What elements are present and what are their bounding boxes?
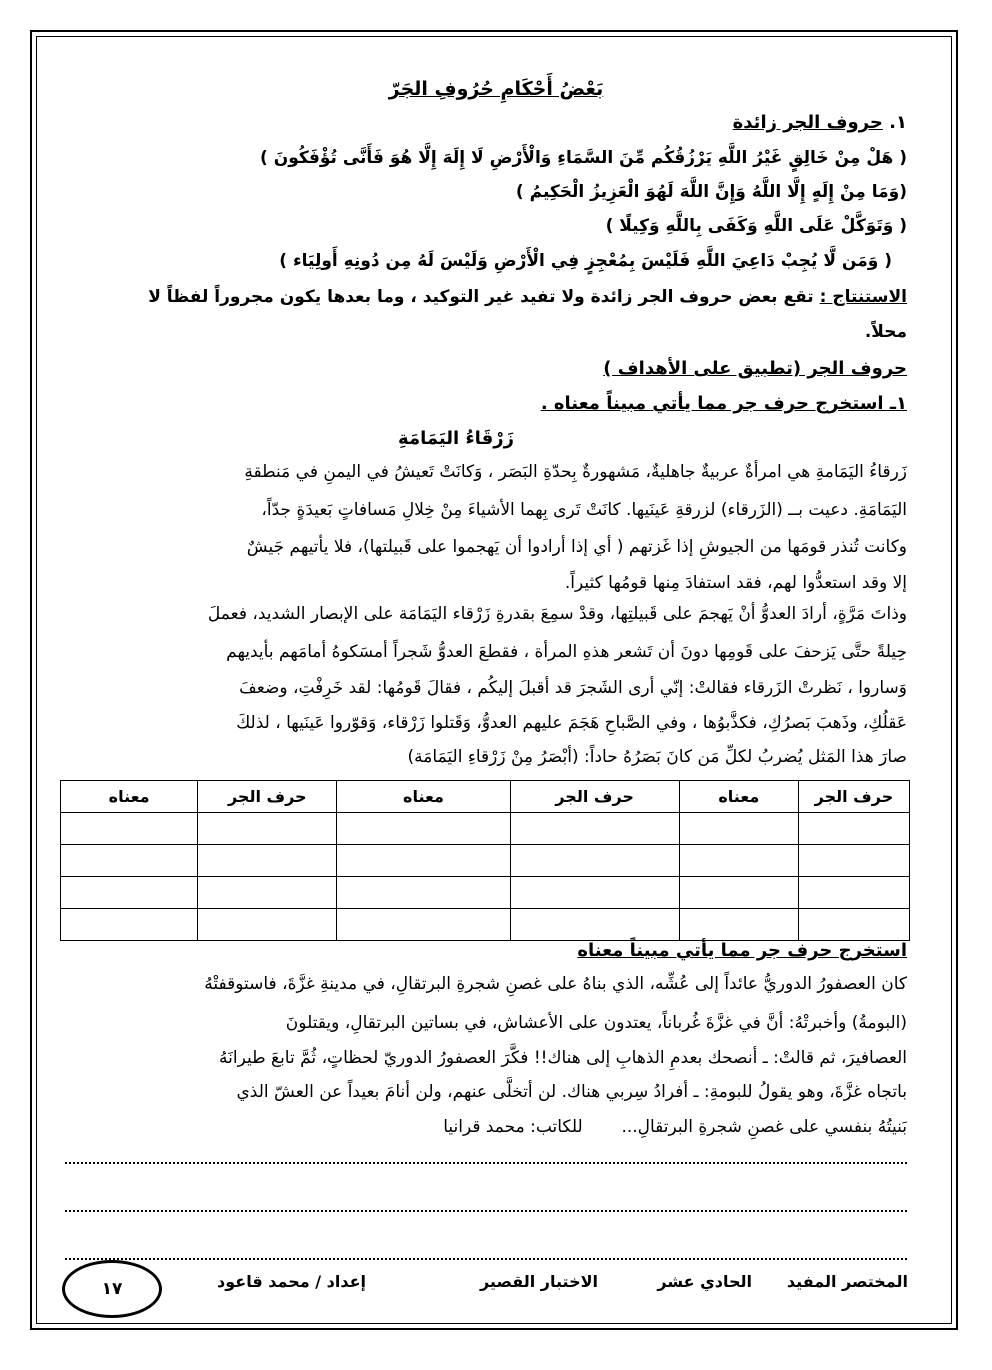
story2-line: (البومةُ) وأخبرتْهُ: أنَّ في غزَّةَ غُرباناً، يعتدون على الأعشاش، في بساتين البرتقالِ، ويقتلونَ (285, 1013, 907, 1033)
table-cell[interactable] (798, 813, 909, 845)
table-cell[interactable] (510, 845, 679, 877)
section1-number: ١. (889, 112, 907, 133)
footer-prepared-by: إعداد / محمد قاعود (217, 1272, 366, 1291)
conclusion-text: تقع بعض حروف الجر زائدة ولا تفيد غير التوكيد ، وما بعدها يكون مجروراً لفظاً لا (148, 287, 814, 307)
conclusion-line-2: محلاً. (864, 322, 907, 342)
table-header-cell: حرف الجر (510, 781, 679, 813)
table-header-cell: حرف الجر (198, 781, 337, 813)
table-cell[interactable] (679, 909, 798, 941)
table-cell[interactable] (510, 813, 679, 845)
verse-2: (وَمَا مِنْ إِلَهٍ إِلَّا اللَّهُ وَإِنَّ اللَّهَ لَهُوَ الْعَزِيزُ الْحَكِيمُ ) (515, 182, 907, 202)
story2-line (443, 1117, 907, 1137)
story-line: زَرقاءُ اليَمَامةِ هي امرأةٌ عربيةٌ جاهليةٌ، مَشهورةٌ بِحدّةِ البَصَر ، وَكانَتْ تَعيشُ في اليمنِ في مَنطقةِ (244, 462, 907, 482)
table-cell[interactable] (798, 909, 909, 941)
table-cell[interactable] (61, 877, 198, 909)
story2-line: كان العصفورُ الدوريُّ عائداً إلى عُشِّه، الذي بناهُ على غصنِ شجرةِ البرتقالِ، في مدينةِ غزَّةَ، فاستوقفتْهُ (204, 974, 907, 994)
table-row (61, 909, 910, 941)
story-line: إلا وقد استعدُّوا لهم، فقد استفادَ مِنها قومُها كثيراً. (564, 573, 907, 593)
story-line: وذاتَ مَرَّةٍ، أرادَ العدوُّ أنْ يَهجمَ على قَبيلتِها، وقدْ سمِعَ بقدرةِ زَرْقاء اليَمَامَة على الإبصار الشديد، فعملَ (207, 604, 907, 624)
page-number-badge: ١٧ (62, 1260, 162, 1318)
table-cell[interactable] (61, 813, 198, 845)
story-line: اليَمَامَةِ. دعيت بــ (الزَرقاء) لزرقةِ عَينَيها. كانَتْ تَرى بِهما الأشياءَ مِنْ خِلالِ مَسافاتٍ بَعيدَةٍ جدّاً، (261, 500, 907, 520)
table-cell[interactable] (198, 877, 337, 909)
footer-book: المختصر المفيد (786, 1272, 908, 1291)
table-cell[interactable] (198, 845, 337, 877)
section1-title: حروف الجر زائدة (732, 112, 883, 133)
table-cell[interactable] (61, 909, 198, 941)
story-line: صارَ هذا المَثل يُضربُ لكلِّ مَن كانَ بَصَرُهُ حاداً: (أبْصَرُ مِنْ زَرْقاءِ اليَمَامَة) (407, 747, 907, 767)
table-header-cell: معناه (679, 781, 798, 813)
table-row (61, 813, 910, 845)
section2-task: ١ـ استخرج حرف جر مما يأتي مبيناً معناه . (540, 393, 907, 414)
verse-4: ( وَمَن لَّا يُجِبْ دَاعِيَ اللَّهِ فَلَيْسَ بِمُعْجِزٍ فِي الْأَرْضِ وَلَيْسَ لَهُ مِن دُونِهِ أَولِيَاء ) (279, 251, 892, 271)
conclusion-line (148, 287, 907, 307)
table-cell[interactable] (679, 813, 798, 845)
footer-grade: الحادي عشر (657, 1272, 752, 1291)
table-cell[interactable] (337, 909, 510, 941)
table-cell[interactable] (510, 877, 679, 909)
story-line: عَقلُكِ، وذَهبَ بَصرُكِ، فكذَّبوُها ، وفي الصَّباحِ هَجَمَ عليهم العدوُّ، وَقَتلوا زَرْقاء، وَقوّروا عَينَيها ، لذلكَ (236, 713, 907, 733)
story2-last-line: بَنيتُهُ بنفسي على غصنِ شجرةِ البرتقالِ... (621, 1117, 907, 1137)
story2-line: باتجاه غزَّةَ، وهو يقولُ للبومةِ: ـ أفرادُ سِربي هناك. لن أتخلَّى عنهم، ولن أنامَ بعيداً عن العشّ الذي (236, 1082, 907, 1102)
verse-3: ( وَتَوَكَّلْ عَلَى اللَّهِ وَكَفَى بِاللَّهِ وَكِيلًا ) (605, 216, 907, 236)
table-cell[interactable] (198, 909, 337, 941)
table-cell[interactable] (798, 845, 909, 877)
story-line: حِيلةً حتَّى يَزحفَ على قَومِها دونَ أن تَشعر هذهِ المرأة ، فقطعَ العدوُّ شَجراً أمسَكوهُ أمامَهم بأيديهم (226, 642, 907, 662)
section3-heading: استخرج حرف جر مما يأتي مبيناً معناه (577, 940, 907, 961)
table-cell[interactable] (337, 877, 510, 909)
table-header-row (61, 781, 910, 813)
answer-table (60, 780, 910, 941)
story-line: وكانت تُنذر قومَها من الجيوشِ إذا غَزتهم ( أي إذا أرادوا أن يَهجموا على قَبيلتها)، فلا يأتيهم جَيشٌ (246, 537, 907, 557)
table-cell[interactable] (198, 813, 337, 845)
table-cell[interactable] (679, 845, 798, 877)
answer-line[interactable] (65, 1162, 907, 1164)
table-cell[interactable] (337, 845, 510, 877)
table-header-cell: حرف الجر (798, 781, 909, 813)
verse-1: ( هَلْ مِنْ خَالِقٍ غَيْرُ اللَّهِ يَرْزُقُكُم مِّنَ السَّمَاءِ وَالْأَرْضِ لَا إِلَهَ إِلَّا هُوَ فَأَنَّى تُؤْفَكُونَ ) (260, 148, 907, 168)
table-cell[interactable] (798, 877, 909, 909)
story-line: وَساروا ، نَظرتْ الزَرقاء فقالتْ: إنّي أرى الشَجرَ قد أقبلَ إليكُم ، فقالَ قَومُها: لقد خَرِفْتِ، وضعفَ (239, 678, 907, 698)
conclusion-label: الاستنتاج : (819, 287, 907, 307)
section2-heading: حروف الجر (تطبيق على الأهداف ) (603, 358, 907, 379)
story-title: زَرْقَاءُ اليَمَامَةِ (398, 428, 514, 449)
author-credit: للكاتب: محمد قرانيا (443, 1117, 583, 1137)
section1-heading (733, 112, 907, 133)
answer-line[interactable] (65, 1258, 907, 1260)
story2-line: العصافيرَ، ثم قالتْ: ـ أنصحك بعدمِ الذهابِ إلى هناك!! فكَّرَ العصفورُ الدوريّ لحظاتٍ، ثُمَّ تابعَ طيرانَهُ (219, 1048, 907, 1068)
table-cell[interactable] (337, 813, 510, 845)
table-header-cell: معناه (337, 781, 510, 813)
table-header-cell: معناه (61, 781, 198, 813)
table-row (61, 877, 910, 909)
table-row (61, 845, 910, 877)
table-cell[interactable] (679, 877, 798, 909)
footer-exam: الاختبار القصير (479, 1272, 598, 1291)
page-title: بَعْضُ أَحْكَامِ حُرُوفِ الجَرّ (388, 78, 604, 100)
table-cell[interactable] (61, 845, 198, 877)
answer-line[interactable] (65, 1210, 907, 1212)
table-cell[interactable] (510, 909, 679, 941)
